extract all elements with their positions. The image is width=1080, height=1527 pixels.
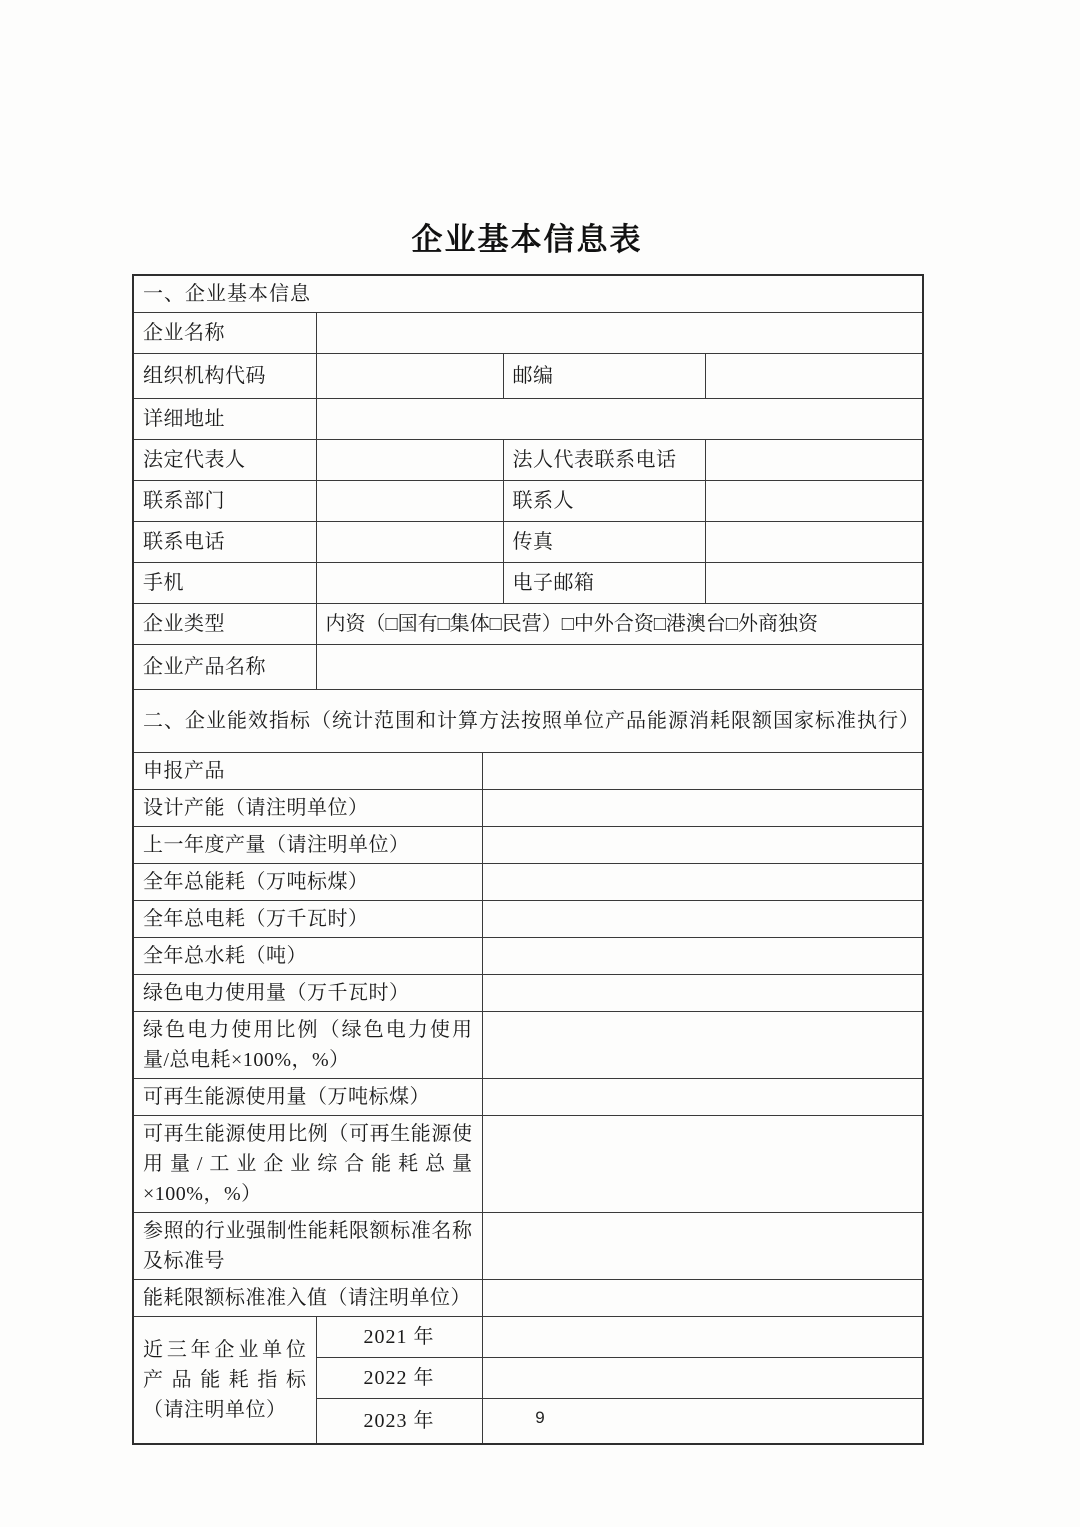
- contact-dept-input-cell: [316, 481, 503, 522]
- postcode-label: 邮编: [503, 354, 705, 399]
- mobile-input-cell: [316, 563, 503, 604]
- form-sheet: [132, 214, 922, 1445]
- contact-person-label: 联系人: [503, 481, 705, 522]
- mobile-label: 手机: [133, 563, 316, 604]
- table-row: [133, 1012, 923, 1079]
- table-row: [133, 1116, 923, 1213]
- table-row: [133, 354, 923, 399]
- org-code-label: 组织机构代码: [133, 354, 316, 399]
- company-name-input-cell: [316, 313, 923, 354]
- annual-electricity-input-cell: [482, 901, 923, 938]
- year-2022-label: 2022 年: [316, 1358, 482, 1399]
- renewable-usage-label: 可再生能源使用量（万吨标煤）: [133, 1079, 482, 1116]
- table-row: [133, 563, 923, 604]
- contact-phone-input-cell: [316, 522, 503, 563]
- annual-energy-label: 全年总能耗（万吨标煤）: [133, 864, 482, 901]
- page-number: 9: [535, 1408, 545, 1427]
- enterprise-type-label: 企业类型: [133, 604, 316, 645]
- reference-standard-label: 参照的行业强制性能耗限额标准名称及标准号: [133, 1213, 482, 1280]
- table-row: [133, 1317, 923, 1358]
- fax-label: 传真: [503, 522, 705, 563]
- contact-person-input-cell: [705, 481, 923, 522]
- contact-phone-label: 联系电话: [133, 522, 316, 563]
- declared-product-label: 申报产品: [133, 753, 482, 790]
- table-row: [133, 975, 923, 1012]
- annual-water-label: 全年总水耗（吨）: [133, 938, 482, 975]
- org-code-input-cell: [316, 354, 503, 399]
- table-row: [133, 399, 923, 440]
- last-year-output-input-cell: [482, 827, 923, 864]
- design-capacity-label: 设计产能（请注明单位）: [133, 790, 482, 827]
- annual-water-input-cell: [482, 938, 923, 975]
- legal-rep-label: 法定代表人: [133, 440, 316, 481]
- declared-product-input-cell: [482, 753, 923, 790]
- section1-header-row: [133, 275, 923, 313]
- quota-entry-value-label: 能耗限额标准准入值（请注明单位）: [133, 1280, 482, 1317]
- renewable-usage-input-cell: [482, 1079, 923, 1116]
- green-power-ratio-input-cell: [482, 1012, 923, 1079]
- address-label: 详细地址: [133, 399, 316, 440]
- table-row: [133, 901, 923, 938]
- email-input-cell: [705, 563, 923, 604]
- three-year-indicator-label: 近三年企业单位产品能耗指标（请注明单位）: [133, 1317, 316, 1445]
- reference-standard-input-cell: [482, 1213, 923, 1280]
- postcode-input-cell: [705, 354, 923, 399]
- table-row: [133, 1280, 923, 1317]
- section1-header: 一、企业基本信息: [133, 275, 923, 313]
- year-2023-label: 2023 年: [316, 1399, 482, 1445]
- renewable-ratio-label: 可再生能源使用比例（可再生能源使用量/工业企业综合能耗总量×100%，%）: [133, 1116, 482, 1213]
- table-row: [133, 313, 923, 354]
- fax-input-cell: [705, 522, 923, 563]
- email-label: 电子邮箱: [503, 563, 705, 604]
- enterprise-type-options: 内资（□国有□集体□民营）□中外合资□港澳台□外商独资: [316, 604, 923, 645]
- section2-header: 二、企业能效指标（统计范围和计算方法按照单位产品能源消耗限额国家标准执行）: [133, 690, 923, 753]
- table-row: [133, 790, 923, 827]
- section2-header-row: [133, 690, 923, 753]
- quota-entry-value-input-cell: [482, 1280, 923, 1317]
- green-power-usage-label: 绿色电力使用量（万千瓦时）: [133, 975, 482, 1012]
- year-2021-input-cell: [482, 1317, 923, 1358]
- annual-energy-input-cell: [482, 864, 923, 901]
- table-row: [133, 1213, 923, 1280]
- table-row: [133, 827, 923, 864]
- year-2021-label: 2021 年: [316, 1317, 482, 1358]
- legal-rep-input-cell: [316, 440, 503, 481]
- company-name-label: 企业名称: [133, 313, 316, 354]
- table-row: [133, 522, 923, 563]
- table-row: [133, 440, 923, 481]
- table-row: [133, 481, 923, 522]
- green-power-usage-input-cell: [482, 975, 923, 1012]
- year-2022-input-cell: [482, 1358, 923, 1399]
- table-row: [133, 753, 923, 790]
- table-row: [133, 864, 923, 901]
- address-input-cell: [316, 399, 923, 440]
- table-row: [133, 604, 923, 645]
- table-row: [133, 1079, 923, 1116]
- table-row: [133, 938, 923, 975]
- design-capacity-input-cell: [482, 790, 923, 827]
- form-title: 企业基本信息表: [411, 222, 643, 257]
- table-row: [133, 645, 923, 690]
- enterprise-info-table: [132, 274, 924, 1445]
- annual-electricity-label: 全年总电耗（万千瓦时）: [133, 901, 482, 938]
- legal-rep-phone-label: 法人代表联系电话: [503, 440, 705, 481]
- legal-rep-phone-input-cell: [705, 440, 923, 481]
- renewable-ratio-input-cell: [482, 1116, 923, 1213]
- product-name-input-cell: [316, 645, 923, 690]
- contact-dept-label: 联系部门: [133, 481, 316, 522]
- green-power-ratio-label: 绿色电力使用比例（绿色电力使用量/总电耗×100%，%）: [133, 1012, 482, 1079]
- last-year-output-label: 上一年度产量（请注明单位）: [133, 827, 482, 864]
- product-name-label: 企业产品名称: [133, 645, 316, 690]
